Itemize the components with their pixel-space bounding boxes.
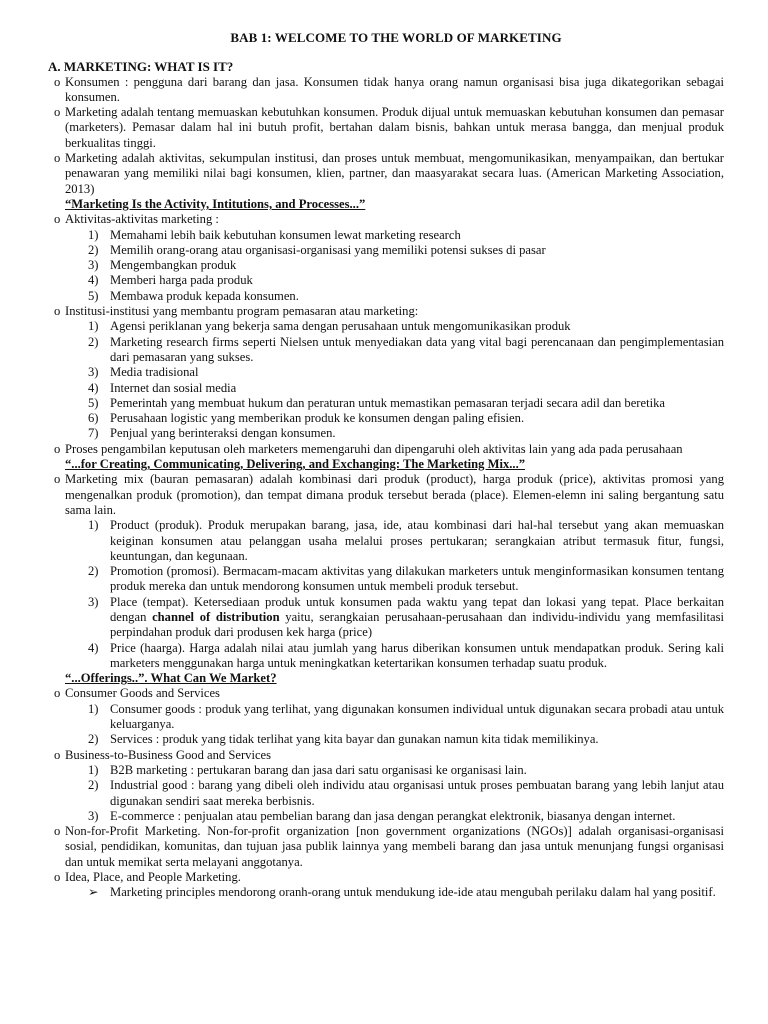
list-text: Promotion (promosi). Bermacam-macam aktivitas yang dilakukan marketers untuk menginformasikan konsumen tentang produk mereka dan untuk mendorong konsumen untuk membeli produk tersebut. (110, 564, 724, 594)
intro-bullets (48, 75, 724, 197)
bullet-marker: o (54, 870, 61, 885)
bullet-marker: o (54, 824, 61, 839)
list-item (88, 778, 724, 809)
bullet-item (48, 212, 724, 227)
bullet-marker: o (54, 105, 61, 120)
list-item (88, 426, 724, 441)
list-item (88, 365, 724, 380)
list-number: 4) (88, 273, 99, 288)
bullet-marker: o (54, 747, 61, 762)
list-text: E-commerce : penjualan atau pembelian barang dan jasa dengan perangkat elektronik, biasanya dengan internet. (110, 808, 676, 823)
place-text-cont: yaitu, serangkaian perusahaan-perusahaan dan individu-individu yang memfasilitasi perpindahan produk dari produsen kek harga (price) (110, 609, 725, 640)
bullet-text: Marketing adalah tentang memuaskan kebutuhkan konsumen. Produk dijual untuk memuaskan kebutuhan konsumen dan pemasar (marketers). Pemasar dalam hal ini butuh profit, bertahan dalam bisnis, bahkan untuk merasa bangga, dan menjual produk berkualitas tinggi. (65, 105, 724, 150)
list-number: 1) (88, 518, 99, 533)
list-number: 5) (88, 288, 99, 303)
list-number: 2) (88, 564, 99, 579)
list-item (88, 732, 724, 747)
list-number: 1) (88, 762, 99, 777)
list-item (88, 809, 724, 824)
numbered-list (88, 702, 724, 748)
list-number: 2) (88, 778, 99, 793)
list-number: 4) (88, 380, 99, 395)
list-text: Services : produk yang tidak terlihat yang kita bayar dan gunakan namun kita tidak memilikinya. (110, 732, 599, 747)
list-number: 4) (88, 640, 99, 655)
list-item (88, 763, 724, 778)
list-number: 3) (88, 258, 99, 273)
bullet-item (48, 824, 724, 870)
chapter-title: BAB 1: WELCOME TO THE WORLD OF MARKETING (230, 30, 562, 45)
list-number: 5) (88, 395, 99, 410)
subheading: “Marketing Is the Activity, Intitutions, and Processes...” (65, 196, 366, 211)
list-text: Consumer goods : produk yang terlihat, yang digunakan konsumen individual untuk digunakan secara probadi atau untuk keluarganya. (110, 701, 724, 732)
arrow-item-text: Marketing principles mendorong oranh-orang untuk mendukung ide-ide atau mengubah perilaku dalam hal yang positif. (110, 885, 716, 900)
list-text: Agensi periklanan yang bekerja sama dengan perusahaan untuk mengomunikasikan produk (110, 319, 571, 334)
bullet-text: Idea, Place, and People Marketing. (65, 870, 241, 885)
list-item (88, 518, 724, 564)
bullet-item (48, 75, 724, 106)
list-item (88, 335, 724, 366)
list-number: 1) (88, 227, 99, 242)
bullet-marker: o (54, 74, 61, 89)
keyword-bold: channel of distribution (152, 609, 280, 624)
list-text: Perusahaan logistic yang memberikan produk ke konsumen dengan paling efisien. (110, 411, 525, 426)
bullet-marker: o (54, 212, 61, 227)
bullet-text: Business-to-Business Good and Services (65, 747, 272, 762)
list-text: Membawa produk kepada konsumen. (110, 288, 299, 303)
bullet-text: Marketing adalah aktivitas, sekumpulan institusi, dan proses untuk membuat, mengomunikasikan, menyampaikan, dan bertukar penawaran yang memiliki nilai bagi konsumen, klien, partner, dan maasyarakat secara luas. (American Marketing Association, 2013) (65, 151, 724, 196)
bullet-item (48, 472, 724, 518)
list-number: 6) (88, 411, 99, 426)
list-number: 2) (88, 334, 99, 349)
bullet-marker: o (54, 304, 61, 319)
list-number: 1) (88, 701, 99, 716)
bullet-text: Institusi-institusi yang membantu program pemasaran atau marketing: (65, 304, 419, 319)
section-heading: A. MARKETING: WHAT IS IT? (48, 59, 234, 75)
list-text (110, 595, 724, 641)
list-number: 2) (88, 242, 99, 257)
list-item (88, 381, 724, 396)
bullet-marker: o (54, 686, 61, 701)
list-item (88, 396, 724, 411)
list-text: Pemerintah yang membuat hukum dan peraturan untuk memastikan pemasaran terjadi secara adil dan beretika (110, 395, 665, 410)
arrow-item (88, 885, 724, 900)
list-item (88, 258, 724, 273)
bullet-item (48, 105, 724, 151)
bullet-item (48, 304, 724, 319)
bullet-text: Consumer Goods and Services (65, 686, 220, 701)
list-item (88, 319, 724, 334)
bullet-item (48, 870, 724, 885)
list-text: Memilih orang-orang atau organisasi-organisasi yang memiliki potensi sukses di pasar (110, 242, 546, 257)
bullet-text: Marketing mix (bauran pemasaran) adalah kombinasi dari produk (product), harga produk (price), aktivitas promosi yang mengenalkan produk (promotion), dan tempat dimana produk tersebut berada (place). Elemen-elemn ini saling bergantung satu sama lain. (65, 472, 724, 517)
list-number: 7) (88, 426, 99, 441)
list-number: 3) (88, 594, 99, 609)
numbered-list (88, 228, 724, 304)
list-text: B2B marketing : pertukaran barang dan jasa dari satu organisasi ke organisasi lain. (110, 762, 527, 777)
numbered-list (88, 763, 724, 824)
list-text: Industrial good : barang yang dibeli oleh individu atau organisasi untuk proses pembuatan barang yang lebih lanjut atau digunakan sendiri saat mereka berbisnis. (110, 778, 724, 808)
list-text: Penjual yang berinteraksi dengan konsumen. (110, 426, 336, 441)
numbered-list (88, 518, 724, 671)
list-item (88, 243, 724, 258)
list-number: 3) (88, 365, 99, 380)
list-text: Internet dan sosial media (110, 380, 237, 395)
bullet-item (48, 442, 724, 457)
place-text: Place (tempat). Ketersediaan produk untuk konsumen pada waktu yang tepat dan lokasi yang tepat. Place berkaitan dengan (110, 594, 724, 624)
list-text: Mengembangkan produk (110, 258, 237, 273)
numbered-list (88, 319, 724, 441)
bullet-item (48, 748, 724, 763)
bullet-marker: o (54, 441, 61, 456)
list-item (88, 595, 724, 641)
bullet-text: Non-for-Profit Marketing. Non-for-profit organization [non government organizations (NGOs)] adalah organisasi-organisasi sosial, pendidikan, komunitas, dan tujuan jasa publik lainnya yang membeli barang dan jasa untuk menunjang fungsi organisasi dan untuk memikat serta melayani anggotanya. (65, 824, 724, 869)
list-item (88, 702, 724, 733)
bullet-text: Aktivitas-aktivitas marketing : (65, 212, 219, 227)
list-item (88, 564, 724, 595)
list-text: Price (haarga). Harga adalah nilai atau jumlah yang harus diberikan konsumen untuk mendapatkan produk. Sering kali marketers menggunakan harga untuk meningkatkan ketertarikan konsumen terhadap suatu produk. (110, 640, 724, 670)
bullet-marker: o (54, 151, 61, 166)
subheading: “...Offerings..”. What Can We Market? (65, 671, 277, 686)
list-item (88, 641, 724, 672)
list-text: Product (produk). Produk merupakan barang, jasa, ide, atau kombinasi dari hal-hal tersebut yang akan memuaskan keiginan konsumen atau pelanggan usaha melalui proses pertukaran; serangkaian atribut termasuk fitur, fungsi, keuntungan, dan kegunaan. (110, 518, 724, 563)
list-item (88, 411, 724, 426)
list-number: 2) (88, 732, 99, 747)
list-number: 3) (88, 808, 99, 823)
arrow-bullet-icon: ➢ (88, 885, 99, 900)
list-item (88, 289, 724, 304)
bullet-item (48, 686, 724, 701)
list-text: Media tradisional (110, 365, 199, 380)
list-text: Memahami lebih baik kebutuhan konsumen lewat marketing research (110, 227, 461, 242)
list-item (88, 228, 724, 243)
bullet-text: Konsumen : pengguna dari barang dan jasa. Konsumen tidak hanya orang namun organisasi bisa juga dikategorikan sebagai konsumen. (65, 74, 724, 104)
bullet-text: Proses pengambilan keputusan oleh marketers memengaruhi dan dipengaruhi oleh aktivitas lain yang ada pada perusahaan (65, 441, 683, 456)
list-text: Memberi harga pada produk (110, 273, 253, 288)
bullet-item (48, 151, 724, 197)
list-text: Marketing research firms seperti Nielsen untuk menyediakan data yang vital bagi perencanaan dan pengimplementasian dari pemasaran yang sukses. (110, 334, 724, 364)
bullet-marker: o (54, 472, 61, 487)
subheading: “...for Creating, Communicating, Delivering, and Exchanging: The Marketing Mix...” (65, 457, 526, 472)
list-number: 1) (88, 319, 99, 334)
list-item (88, 273, 724, 288)
